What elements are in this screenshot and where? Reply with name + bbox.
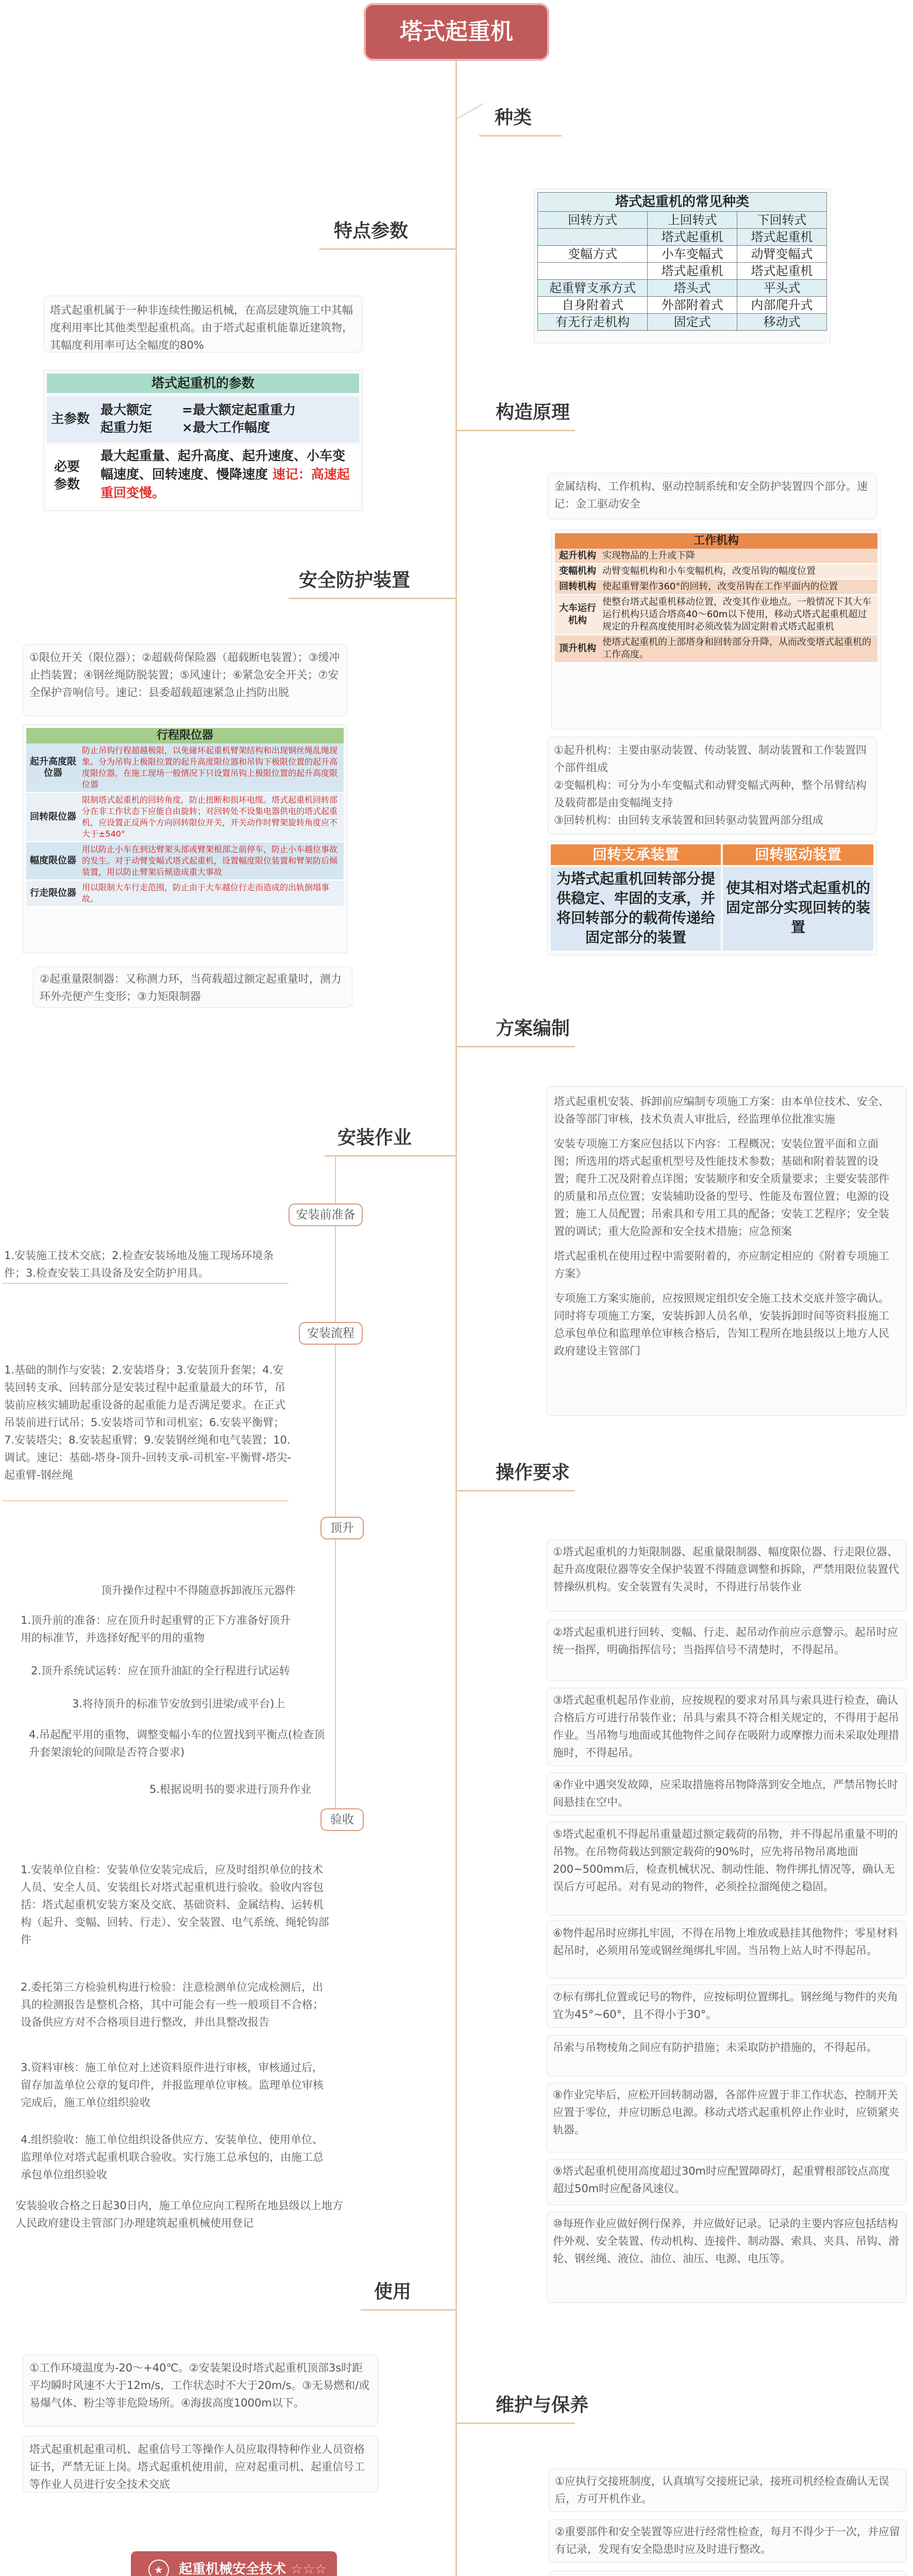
root-title: 塔式起重机 bbox=[400, 19, 513, 45]
mechanism-desc: 动臂变幅机构和小车变幅机构，改变吊钩的幅度位置 bbox=[600, 564, 877, 579]
types-cell: 变幅方式 bbox=[538, 246, 648, 263]
safety-tail: ②起重量限制器：又称测力环，当荷载超过额定起重量时，测力环外壳便产生变形；③力矩限制器 bbox=[33, 967, 352, 1008]
accept-item: 2.委托第三方检验机构进行检验：注意检测单位完成检测后，出具的检测报告是整机合格，其中可能会有一些一般项目不合格；设备供应方对不合格项目进行整改，并出具整改报告 bbox=[21, 1981, 324, 2028]
plan-card bbox=[546, 1086, 907, 1416]
limiter-name: 起升高度限位器 bbox=[26, 743, 80, 792]
use-card-1: ①工作环境温度为-20～+40℃。②安装架设时塔式起重机顶部3s时距平均瞬时风速不大于12m/s，工作状态时不大于20m/s。③无易燃和/或易爆气体、粉尘等非危险场所。④海拔高度1000m以下。 bbox=[23, 2354, 378, 2427]
types-cell: 回转方式 bbox=[538, 212, 648, 229]
install-accept-pill: 验收 bbox=[320, 1808, 364, 1831]
operation-item-text: ⑩每班作业应做好例行保养，并应做好记录。记录的主要内容应包括结构件外观、安全装置、传动机构、连接件、制动器、索具、夹具、吊钩、滑轮、钢丝绳、液位、油位、油压、电源、电压等。 bbox=[553, 2217, 899, 2265]
types-cell: 自身附着式 bbox=[538, 297, 648, 314]
branch-plan: 方案编制 bbox=[496, 1018, 570, 1039]
rot-drive-text: 使其相对塔式起重机的固定部分实现回转的装置 bbox=[723, 867, 873, 951]
safety-intro: ①限位开关（限位器）；②超载荷保险器（超载断电装置）；③缓冲止挡装置；④钢丝绳防脱装置；⑤风速计；⑥紧急安全开关；⑦安全保护音响信号。速记：县委超载超速紧急止挡防出脱 bbox=[23, 644, 347, 716]
mechanism-row bbox=[555, 579, 877, 595]
construction-intro: 金属结构、工作机构、驱动控制系统和安全防护装置四个部分。速记：金工驱动安全 bbox=[547, 473, 877, 519]
mechanism-table bbox=[555, 549, 877, 663]
mechanism-desc: 使整台塔式起重机移动位置，改变其作业地点。一般情况下其大车运行机构只适合塔高40～60m以下使用，移动式塔式起重机超过规定的升程高度使用时必须改装为固定附着式塔式起重机 bbox=[600, 595, 877, 635]
install-flow-text: 1.基础的制作与安装；2.安装塔身；3.安装顶升套架；4.安装回转支承、回转部分是安装过程中起重量最大的环节，吊装前应核实辅助起重设备的起重能力是否满足要求。在正式吊装前进行试吊；5.安装塔司节和司机室；6.安装平衡臂；7.安装塔尖；8.安装起重臂；9.安装钢丝绳和电气装置；10.调试。速记：基础-塔身-顶升-回转支承-司机室-平衡臂-塔尖-起重臂-钢丝绳 bbox=[4, 1364, 292, 1481]
mechanism-desc: 实现物品的上升或下降 bbox=[600, 549, 877, 564]
limiter-row bbox=[26, 880, 344, 907]
operation-item-text: ③塔式起重机起吊作业前，应按规程的要求对吊具与索具进行检查，确认合格后方可进行吊装作业；吊具与索具不符合相关规定的，不得用于起吊作业。当吊物与地面或其他物件之间存在吸附力或摩擦力而未采取处理措施时，不得起吊。 bbox=[553, 1694, 899, 1759]
jack-item: 5.根据说明书的要求进行顶升作业 bbox=[149, 1783, 312, 1795]
limiter-row bbox=[26, 792, 344, 842]
mechanism-desc: 使起重臂架作360°的回转，改变吊钩在工作平面内的位置 bbox=[600, 579, 877, 595]
rot-support-header: 回转支承装置 bbox=[551, 844, 721, 865]
params-table-card bbox=[43, 370, 363, 511]
rot-support-text: 为塔式起重机回转部分提供稳定、牢固的支承，并将回转部分的载荷传递给固定部分的装置 bbox=[551, 867, 721, 951]
operation-item-text: ⑧作业完毕后，应松开回转制动器，各部件应置于非工作状态，控制开关应置于零位，并应切断总电源。移动式塔式起重机停止作业时，应锁紧夹轨器。 bbox=[553, 2089, 899, 2136]
operation-item-text: ⑤塔式起重机不得起吊重量超过额定载荷的吊物，并不得起吊重量不明的吊物。在吊物荷载达到额定载荷的90%时，应先将吊物吊离地面200~500mm后，检查机械状况、制动性能、物件绑扎情况等，确认无误后方可起吊。对有晃动的物件，必须拴拉溜绳使之稳固。 bbox=[553, 1828, 898, 1893]
branch-operation: 操作要求 bbox=[496, 1462, 570, 1483]
maint-card-2: ②重要部件和安全装置等应进行经常性检查，每月不得少于一次，并应留有记录，发现有安全隐患时应及时进行整改。 bbox=[548, 2519, 907, 2563]
main-param-right: =最大额定起重重力 ×最大工作幅度 bbox=[182, 402, 296, 435]
branch-underline bbox=[457, 1490, 575, 1492]
plan-para: 塔式起重机安装、拆卸前应编制专项施工方案：由本单位技术、安全、设备等部门审核，技术负责人审批后，经监理单位批准实施 bbox=[554, 1095, 889, 1125]
main-param-label: 主参数 bbox=[51, 411, 90, 426]
limiter-title: 行程限位器 bbox=[26, 728, 344, 743]
types-cell: 动臂变幅式 bbox=[737, 246, 827, 263]
mechanism-row bbox=[555, 635, 877, 663]
footer-badge-text: 起重机械安全技术 bbox=[179, 2562, 286, 2576]
plan-para: 专项施工方案实施前，应按照规定组织安全施工技术交底并签字确认。同时将专项施工方案，安装拆卸人员名单，安装拆卸时间等资料报施工总承包单位和监理单位审核合格后，告知工程所在地县级以上地方人民政府建设主管部门 bbox=[554, 1292, 889, 1357]
operation-item bbox=[546, 1985, 907, 2028]
limiter-table-card bbox=[23, 724, 347, 953]
construction-notes bbox=[547, 737, 877, 835]
jack-item: 4.吊起配平用的重物，调整变幅小车的位置找到平衡点(检查顶升套架滚轮的间隙是否符合要求) bbox=[29, 1728, 325, 1758]
limiter-name: 行走限位器 bbox=[26, 880, 80, 907]
branch-underline bbox=[457, 430, 575, 431]
types-row bbox=[538, 297, 827, 314]
use-card-2: 塔式起重机起重司机、起重信号工等操作人员应取得特种作业人员资格证书，严禁无证上岗。塔式起重机使用前，应对起重司机、起重信号工等作业人员进行安全技术交底 bbox=[23, 2436, 378, 2493]
rot-drive-header: 回转驱动装置 bbox=[723, 844, 873, 865]
mechanism-title: 工作机构 bbox=[555, 533, 877, 549]
types-row bbox=[538, 212, 827, 229]
branch-underline bbox=[361, 2309, 457, 2311]
operation-item-text: ⑦标有绑扎位置或记号的物件，应按标明位置绑扎。钢丝绳与物件的夹角宜为45°~60°，且不得小于30°。 bbox=[553, 1991, 898, 2021]
operation-item bbox=[546, 1772, 907, 1816]
limiter-row bbox=[26, 743, 344, 792]
need-param-text: 最大起重量、起升高度、起升速度、小车变幅速度、回转速度、慢降速度 bbox=[100, 448, 346, 482]
need-param-label: 必要 参数 bbox=[54, 459, 80, 492]
mechanism-row bbox=[555, 564, 877, 579]
install-flow-pill: 安装流程 bbox=[299, 1322, 363, 1345]
operation-item-text: ⑨塔式起重机使用高度超过30m时应配置障碍灯，起重臂根部铰点高度超过50m时应配备风速仪。 bbox=[553, 2165, 890, 2195]
plan-para: 塔式起重机在使用过程中需要附着的，亦应制定相应的《附着专项施工方案》 bbox=[554, 1250, 889, 1280]
types-cell: 塔式起重机 bbox=[737, 229, 827, 246]
construction-note: ①起升机构：主要由驱动装置、传动装置、制动装置和工作装置四个部件组成 bbox=[554, 744, 867, 774]
mechanism-name: 变幅机构 bbox=[555, 564, 600, 579]
operation-item bbox=[546, 1921, 907, 1978]
limiter-table bbox=[26, 743, 344, 907]
maint-card-1: ①应执行交接班制度，认真填写交接班记录，接班司机经检查确认无误后，方可开机作业。 bbox=[548, 2469, 907, 2512]
limiter-name: 回转限位器 bbox=[26, 792, 80, 842]
types-cell: 有无行走机构 bbox=[538, 314, 648, 331]
operation-item bbox=[546, 1620, 907, 1681]
branch-use: 使用 bbox=[374, 2281, 412, 2302]
types-cell bbox=[538, 263, 648, 280]
branch-types: 种类 bbox=[495, 107, 532, 128]
branch-underline bbox=[319, 248, 457, 250]
install-connector bbox=[335, 1156, 336, 1810]
limiter-desc: 用以限制大车行走范围，防止由于大车越位行走而造成的出轨倒塌事故。 bbox=[80, 880, 344, 907]
mechanism-name: 回转机构 bbox=[555, 579, 600, 595]
mechanism-row bbox=[555, 595, 877, 635]
types-cell: 外部附着式 bbox=[648, 297, 737, 314]
install-jack-pill: 顶升 bbox=[320, 1517, 364, 1539]
install-tail: 安装验收合格之日起30日内，施工单位应向工程所在地县级以上地方人民政府建设主管部门办理建筑起重机械使用登记 bbox=[15, 2199, 343, 2229]
branch-underline bbox=[325, 1155, 457, 1157]
features-intro: 塔式起重机属于一种非连续性搬运机械，在高层建筑施工中其幅度利用率比其他类型起重机高。由于塔式起重机能靠近建筑物，其幅度利用率可达全幅度的80% bbox=[43, 296, 363, 352]
limiter-desc: 用以防止小车在到达臂架头部或臂架根部之前停车，防止小车越位事故的发生。对于动臂变幅式塔式起重机，设置幅度限位装置和臂架防后倾装置，用以防止臂架后倾造成重大事故 bbox=[80, 842, 344, 880]
operation-item-text: ②塔式起重机进行回转、变幅、行走、起吊动作前应示意警示。起吊时应统一指挥，明确指挥信号；当指挥信号不清楚时，不得起吊。 bbox=[553, 1626, 898, 1656]
operation-item bbox=[546, 2211, 907, 2303]
types-cell: 移动式 bbox=[737, 314, 827, 331]
operation-item-text: ①塔式起重机的力矩限制器、起重量限制器、幅度限位器、行走限位器、起升高度限位器等安全保护装置不得随意调整和拆除，严禁用限位装置代替操纵机构。安全装置有失灵时，不得进行吊装作业 bbox=[553, 1546, 899, 1593]
need-param-row bbox=[47, 446, 359, 506]
operation-item bbox=[546, 2082, 907, 2153]
maint-card-3 bbox=[548, 2571, 907, 2576]
main-param-left: 最大额定 起重力矩 bbox=[100, 402, 153, 435]
footer-stars: ☆☆☆ bbox=[291, 2562, 327, 2576]
types-table-card bbox=[534, 189, 831, 343]
branch-maintenance: 维护与保养 bbox=[496, 2395, 589, 2416]
types-cell: 下回转式 bbox=[737, 212, 827, 229]
connector bbox=[457, 103, 484, 120]
construction-note: ②变幅机构：可分为小车变幅式和动臂变幅式两种，整个吊臂结构及载荷都是由变幅绳支持 bbox=[554, 779, 867, 809]
trunk-line bbox=[455, 58, 457, 2576]
limiter-row bbox=[26, 842, 344, 880]
mechanism-name: 大车运行机构 bbox=[555, 595, 600, 635]
mechanism-name: 起升机构 bbox=[555, 549, 600, 564]
types-cell: 塔式起重机 bbox=[648, 229, 737, 246]
limiter-desc: 限制塔式起重机的回转角度，防止扭断和损坏电缆。塔式起重机回转部分在非工作状态下应能自由旋转；对回转处不设集电器供电的塔式起重机，应设置正反两个方向回转限位开关，开关动作时臂架旋转角度应不大于±540° bbox=[80, 792, 344, 842]
operation-item-text: ⑥物件起吊时应绑扎牢固，不得在吊物上堆放或悬挂其他物件；零星材料起吊时，必须用吊笼或钢丝绳绑扎牢固。当吊物上站人时不得起吊。 bbox=[553, 1927, 898, 1957]
branch-construction: 构造原理 bbox=[496, 402, 570, 423]
operation-item bbox=[546, 2035, 907, 2076]
install-prep-pill: 安装前准备 bbox=[289, 1204, 363, 1226]
params-title: 塔式起重机的参数 bbox=[47, 374, 359, 393]
need-param-text-wrap bbox=[100, 447, 356, 502]
operation-item bbox=[546, 1688, 907, 1766]
branch-underline bbox=[457, 1046, 575, 1047]
limiter-name: 幅度限位器 bbox=[26, 842, 80, 880]
jack-item: 顶升操作过程中不得随意拆卸液压元器件 bbox=[101, 1584, 296, 1597]
operation-item bbox=[546, 2159, 907, 2205]
branch-underline bbox=[289, 598, 457, 599]
main-param-row bbox=[47, 396, 359, 443]
operation-item-text: 吊索与吊物棱角之间应有防护措施；未采取防护措施的，不得起吊。 bbox=[553, 2041, 877, 2054]
accept-item: 4.组织验收：施工单位组织设备供应方、安装单位、使用单位、监理单位对塔式起重机联合验收。实行施工总承包的，由施工总承包单位组织验收 bbox=[21, 2133, 324, 2181]
jack-item: 3.将待顶升的标准节安放到引进梁/或平台)上 bbox=[72, 1698, 285, 1710]
construction-note: ③回转机构：由回转支承装置和回转驱动装置两部分组成 bbox=[554, 814, 823, 826]
operation-item-text: ④作业中遇突发故障，应采取措施将吊物降落到安全地点，严禁吊物长时间悬挂在空中。 bbox=[553, 1778, 898, 1808]
types-cell: 平头式 bbox=[737, 280, 827, 297]
types-cell: 上回转式 bbox=[648, 212, 737, 229]
root-node bbox=[364, 3, 549, 61]
operation-item bbox=[546, 1539, 907, 1612]
types-row bbox=[538, 280, 827, 297]
operation-item bbox=[546, 1822, 907, 1916]
need-param-red: 速记：高速起重回变慢。 bbox=[100, 467, 350, 500]
accept-item: 3.资料审核：施工单位对上述资料原件进行审核，审核通过后，留存加盖单位公章的复印件，并报监理单位审核。监理单位审核完成后，施工单位组织验收 bbox=[21, 2061, 324, 2109]
types-cell: 小车变幅式 bbox=[648, 246, 737, 263]
accept-item: 1.安装单位自检：安装单位安装完成后，应及时组织单位的技术人员、安全人员、安装组长对塔式起重机进行验收。验收内容包括：塔式起重机安装方案及交底、基础资料、金属结构、运转机构（起升、变幅、回转、行走）、安全装置、电气系统、绳轮钩部件 bbox=[21, 1863, 329, 1946]
types-table bbox=[537, 211, 827, 331]
types-cell bbox=[538, 229, 648, 246]
footer-badge bbox=[131, 2551, 337, 2576]
install-prep-text: 1.安装施工技术交底；2.检查安装场地及施工现场环境条件；3.检查安装工具设备及安全防护用具。 bbox=[4, 1249, 274, 1279]
types-row bbox=[538, 246, 827, 263]
mechanism-table-card bbox=[551, 530, 881, 730]
jack-item: 1.顶升前的准备：应在顶升时起重臂的正下方准备好顶升用的标准节，并选择好配平的用的重物 bbox=[21, 1614, 291, 1644]
types-cell: 起重臂支承方式 bbox=[538, 280, 648, 297]
branch-features: 特点参数 bbox=[334, 221, 409, 242]
types-cell: 固定式 bbox=[648, 314, 737, 331]
types-row bbox=[538, 263, 827, 280]
leaf-line bbox=[2, 1500, 289, 1501]
mechanism-desc: 使塔式起重机的上部塔身和回转部分升降，从而改变塔式起重机的工作高度。 bbox=[600, 635, 877, 663]
plan-para: 安装专项施工方案应包括以下内容：工程概况；安装位置平面和立面图；所选用的塔式起重机型号及性能技术参数；基础和附着装置的设置；爬升工况及附着点详图；安装顺序和安全质量要求；主要安装部件的质量和吊点位置；安装辅助设备的型号、性能及布置位置；电源的设置；施工人员配置；吊索具和专用工具的配备；安装工艺程序；安全装置的调试；重大危险源和安全技术措施；应急预案 bbox=[554, 1138, 889, 1238]
mechanism-name: 顶升机构 bbox=[555, 635, 600, 663]
branch-safety: 安全防护装置 bbox=[299, 570, 411, 591]
types-row bbox=[538, 229, 827, 246]
star-badge-icon: ★ bbox=[148, 2560, 169, 2576]
limiter-desc: 防止吊钩行程超越极限，以免碰坏起重机臂架结构和出现钢丝绳乱绳现象。分为吊钩上极限位置的起升高度限位器和吊钩下极限位置的起升高度限位器，在施工现场一般情况下只设置吊钩上极限位置的起升高度限位器 bbox=[80, 743, 344, 792]
rotation-box bbox=[547, 841, 877, 955]
types-cell: 塔式起重机 bbox=[648, 263, 737, 280]
types-cell: 塔式起重机 bbox=[737, 263, 827, 280]
jack-item: 2.顶升系统试运转：应在顶升油缸的全行程进行试运转 bbox=[31, 1665, 291, 1677]
leaf-line bbox=[2, 1283, 289, 1284]
branch-install: 安装作业 bbox=[337, 1127, 412, 1148]
branch-underline bbox=[457, 2422, 575, 2424]
types-cell: 内部爬升式 bbox=[737, 297, 827, 314]
types-cell: 塔头式 bbox=[648, 280, 737, 297]
mechanism-row bbox=[555, 549, 877, 564]
types-table-title: 塔式起重机的常见种类 bbox=[537, 192, 827, 211]
branch-underline bbox=[479, 135, 562, 137]
types-row bbox=[538, 314, 827, 331]
